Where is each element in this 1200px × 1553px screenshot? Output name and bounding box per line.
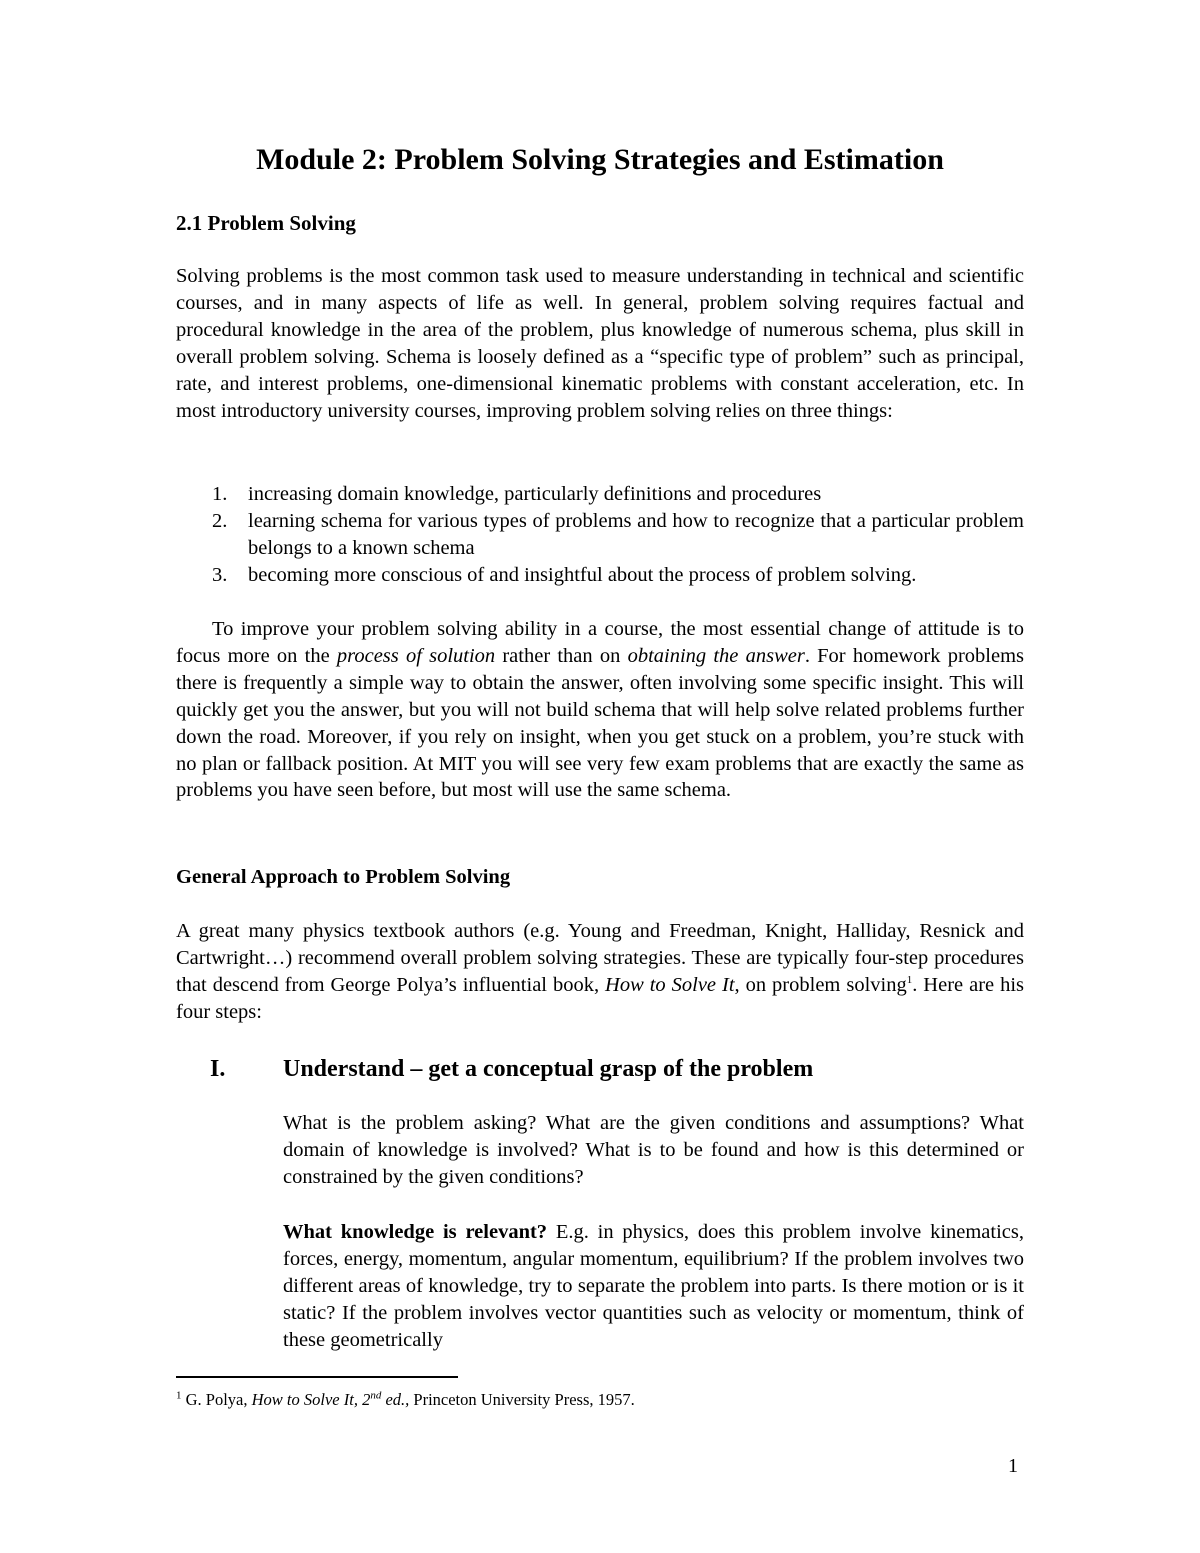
footnote [176,1389,1024,1411]
attitude-paragraph [176,616,1024,804]
page-number: 1 [1008,1455,1018,1477]
step-questions: What is the problem asking? What are the given conditions and assumptions? What domain of knowledge is involved? What is to be found and how is this determined or constrained by the given conditions? [283,1112,1024,1188]
knowledge-label: What knowledge is relevant? [283,1221,548,1243]
list-item-number: 2. [212,509,228,532]
footnote-reference[interactable]: 1 [906,973,913,986]
attitude-emphasis-process: process of solution [336,644,496,667]
list-item-text: becoming more conscious of and insightful about the process of problem solving. [248,563,917,586]
footnote-book [252,1390,410,1409]
book-title: How to Solve It [605,973,735,996]
attitude-emphasis-answer: obtaining the answer [627,644,805,667]
list-item [176,508,1024,562]
attitude-text-end: . For homework problems there is frequently a simple way to obtain the answer, often involving some specific insight. This will quickly get you the answer, but you will not build schema that will help solve related problems further down the road. Moreover, if you rely on insight, when you get stuck on a problem, you’re stuck with no plan or fallback position. At MIT you will see very few exam problems that are exactly the same as problems you have seen before, but most will use the same schema. [176,644,1025,802]
step-numeral: I. [210,1056,226,1082]
knowledge-paragraph [283,1219,1024,1354]
list-item [176,481,1024,508]
footnote-author: G. Polya, [181,1390,252,1409]
list-item-text: increasing domain knowledge, particularly definitions and procedures [248,483,822,505]
list-item-number: 3. [212,563,228,586]
footnote-mark: 1 [176,1389,182,1402]
intro-paragraph: Solving problems is the most common task used to measure understanding in technical and scientific courses, and in many aspects of life as well. In general, problem solving requires factual and procedural knowledge in the area of the problem, plus knowledge of numerous schema, plus skill in overall problem solving. Schema is loosely defined as a “specific type of problem” such as principal, rate, and interest problems, one-dimensional kinematic problems with constant acceleration, etc. In most introductory university courses, improving problem solving relies on three things: [176,265,1024,422]
approach-text-end: . Here are his four steps: [176,973,1025,1023]
footnote-edition: ed., [381,1390,410,1409]
approach-text-middle: , on problem solving [734,973,907,996]
attitude-text-start: To improve your problem solving ability in a course, the most essential change of attitude is to focus more on the [176,618,1024,667]
approach-paragraph [176,918,1024,1026]
list-item [176,562,1024,589]
step-title: Understand – get a conceptual grasp of the problem [283,1056,814,1082]
footnote-divider [176,1376,458,1378]
footnote-publisher: Princeton University Press, 1957. [409,1390,635,1409]
approach-heading: General Approach to Problem Solving [176,866,511,888]
attitude-text-middle: rather than on [495,644,628,667]
page-title: Module 2: Problem Solving Strategies and Estimation [256,143,944,176]
list-item-text: learning schema for various types of problems and how to recognize that a particular problem belongs to a known schema [248,509,1024,559]
knowledge-text: E.g. in physics, does this problem involve kinematics, forces, energy, momentum, angular momentum, equilibrium? If the problem involves two different areas of knowledge, try to separate the problem into parts. Is there motion or is it static? If the problem involves vector quantities such as velocity or momentum, think of these geometrically [283,1221,1024,1351]
section-heading: 2.1 Problem Solving [176,211,356,235]
list-item-number: 1. [212,483,228,505]
footnote-edition-suffix: nd [370,1389,382,1402]
footnote-book-title: How to Solve It, 2 [251,1390,371,1409]
approach-text-start: A great many physics textbook authors (e.g. Young and Freedman, Knight, Halliday, Resnick and Cartwright…) recommend overall problem solving strategies. These are typically four-step procedures that descend from George Polya’s influential book, [176,920,1024,996]
improvement-list [176,481,1024,589]
